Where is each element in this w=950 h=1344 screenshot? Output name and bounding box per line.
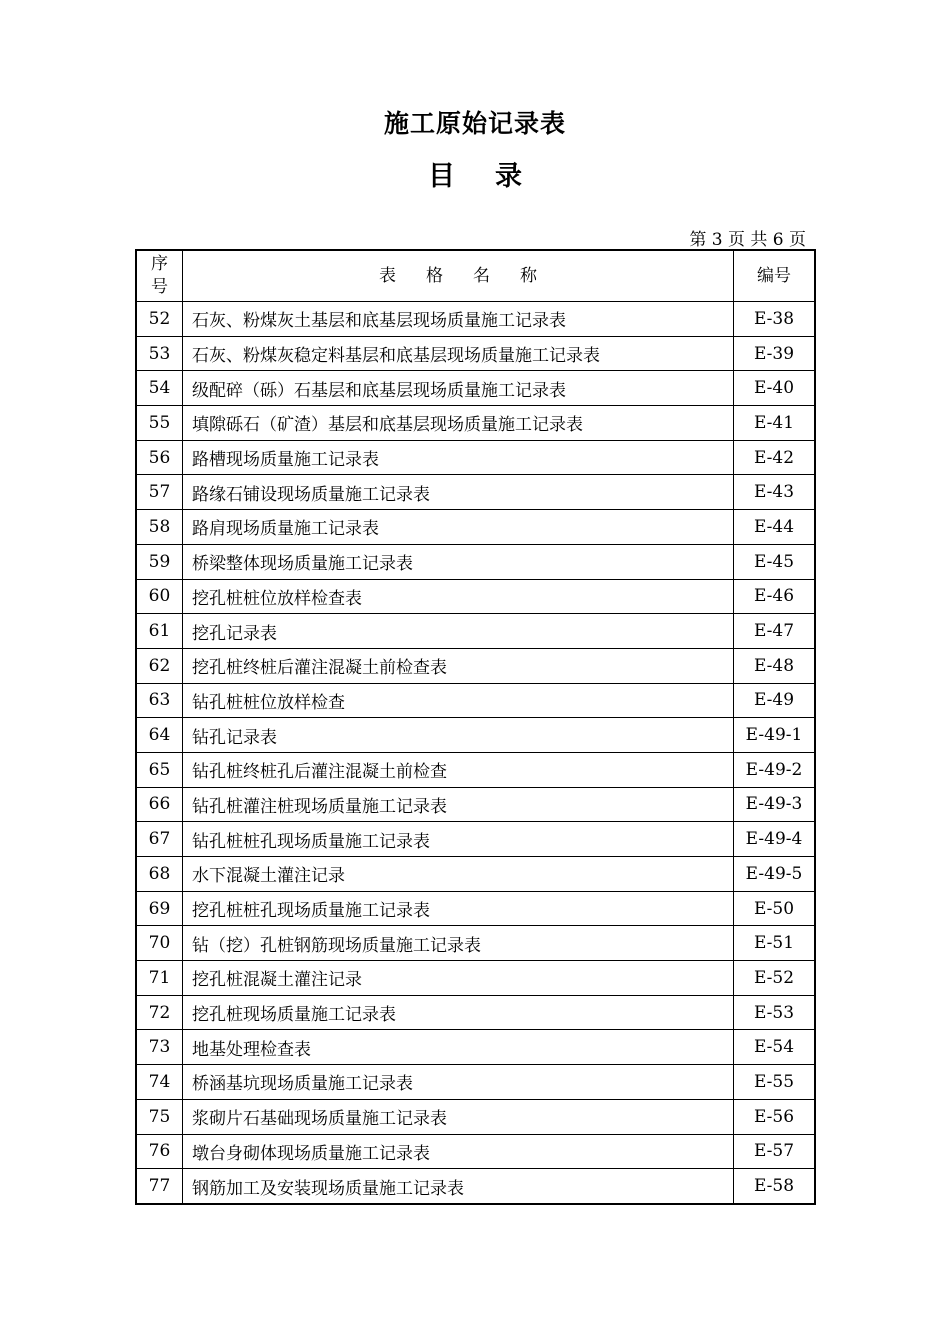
row-form-code: E-58 — [734, 1169, 816, 1204]
header-form-name: 表格名称 — [183, 250, 734, 302]
row-form-code: E-49-4 — [734, 822, 816, 857]
table-row — [136, 371, 815, 406]
document-title: 施工原始记录表 — [383, 109, 566, 138]
header-serial-number — [136, 250, 183, 302]
table-row — [136, 1099, 815, 1134]
table-row — [136, 440, 815, 475]
row-serial-number: 54 — [136, 371, 183, 406]
row-form-name: 钻孔桩终桩孔后灌注混凝土前检查 — [183, 752, 734, 787]
page-indicator: 第 3 页 共 6 页 — [689, 230, 806, 250]
row-form-name: 桥涵基坑现场质量施工记录表 — [183, 1065, 734, 1100]
row-form-code: E-47 — [734, 614, 816, 649]
row-form-name: 钻孔桩灌注桩现场质量施工记录表 — [183, 787, 734, 822]
table-row — [136, 1169, 815, 1204]
row-serial-number: 64 — [136, 718, 183, 753]
row-form-code: E-53 — [734, 995, 816, 1030]
row-form-name: 挖孔桩现场质量施工记录表 — [183, 995, 734, 1030]
table-row — [136, 891, 815, 926]
row-form-name: 钻孔桩桩孔现场质量施工记录表 — [183, 822, 734, 857]
row-form-name: 石灰、粉煤灰土基层和底基层现场质量施工记录表 — [183, 302, 734, 337]
row-form-name: 水下混凝土灌注记录 — [183, 857, 734, 892]
row-form-code: E-46 — [734, 579, 816, 614]
row-serial-number: 70 — [136, 926, 183, 961]
row-form-name: 挖孔桩桩孔现场质量施工记录表 — [183, 891, 734, 926]
table-row — [136, 1134, 815, 1169]
table-row — [136, 510, 815, 545]
row-form-code: E-56 — [734, 1099, 816, 1134]
row-serial-number: 72 — [136, 995, 183, 1030]
table-row — [136, 1065, 815, 1100]
table-row — [136, 614, 815, 649]
row-form-code: E-49-1 — [734, 718, 816, 753]
row-form-name: 路槽现场质量施工记录表 — [183, 440, 734, 475]
table-body — [136, 302, 815, 1204]
table-row — [136, 995, 815, 1030]
row-form-name: 路缘石铺设现场质量施工记录表 — [183, 475, 734, 510]
row-form-code: E-39 — [734, 336, 816, 371]
row-form-name: 挖孔桩终桩后灌注混凝土前检查表 — [183, 648, 734, 683]
row-serial-number: 52 — [136, 302, 183, 337]
row-form-name: 桥梁整体现场质量施工记录表 — [183, 544, 734, 579]
row-serial-number: 61 — [136, 614, 183, 649]
row-form-code: E-55 — [734, 1065, 816, 1100]
header-serial-line2: 号 — [151, 277, 168, 297]
row-form-name: 挖孔桩混凝土灌注记录 — [183, 961, 734, 996]
row-form-name: 级配碎（砾）石基层和底基层现场质量施工记录表 — [183, 371, 734, 406]
row-form-code: E-57 — [734, 1134, 816, 1169]
row-serial-number: 55 — [136, 406, 183, 441]
table-row — [136, 787, 815, 822]
row-form-code: E-40 — [734, 371, 816, 406]
row-serial-number: 67 — [136, 822, 183, 857]
row-form-code: E-52 — [734, 961, 816, 996]
header-serial-line1: 序 — [151, 254, 168, 274]
row-serial-number: 60 — [136, 579, 183, 614]
row-form-name: 挖孔桩桩位放样检查表 — [183, 579, 734, 614]
row-form-code: E-49-3 — [734, 787, 816, 822]
row-serial-number: 63 — [136, 683, 183, 718]
row-serial-number: 56 — [136, 440, 183, 475]
table-row — [136, 406, 815, 441]
table-row — [136, 683, 815, 718]
row-form-code: E-41 — [734, 406, 816, 441]
row-form-code: E-48 — [734, 648, 816, 683]
row-form-code: E-38 — [734, 302, 816, 337]
row-serial-number: 66 — [136, 787, 183, 822]
row-serial-number: 76 — [136, 1134, 183, 1169]
table-row — [136, 336, 815, 371]
row-form-code: E-50 — [734, 891, 816, 926]
row-serial-number: 57 — [136, 475, 183, 510]
table-row — [136, 857, 815, 892]
row-form-code: E-49-5 — [734, 857, 816, 892]
row-serial-number: 75 — [136, 1099, 183, 1134]
table-row — [136, 475, 815, 510]
row-form-code: E-42 — [734, 440, 816, 475]
row-form-name: 钻孔记录表 — [183, 718, 734, 753]
row-serial-number: 74 — [136, 1065, 183, 1100]
row-form-name: 填隙砾石（矿渣）基层和底基层现场质量施工记录表 — [183, 406, 734, 441]
row-form-name: 钻（挖）孔桩钢筋现场质量施工记录表 — [183, 926, 734, 961]
table-row — [136, 579, 815, 614]
row-form-name: 地基处理检查表 — [183, 1030, 734, 1065]
row-form-code: E-54 — [734, 1030, 816, 1065]
row-form-name: 墩台身砌体现场质量施工记录表 — [183, 1134, 734, 1169]
row-serial-number: 69 — [136, 891, 183, 926]
header-form-code: 编号 — [734, 250, 816, 302]
table-row — [136, 718, 815, 753]
row-serial-number: 58 — [136, 510, 183, 545]
row-serial-number: 65 — [136, 752, 183, 787]
table-header-row — [136, 250, 815, 302]
row-form-name: 挖孔记录表 — [183, 614, 734, 649]
row-form-code: E-49 — [734, 683, 816, 718]
row-form-code: E-43 — [734, 475, 816, 510]
row-form-code: E-51 — [734, 926, 816, 961]
table-row — [136, 822, 815, 857]
row-serial-number: 73 — [136, 1030, 183, 1065]
row-form-code: E-44 — [734, 510, 816, 545]
row-serial-number: 68 — [136, 857, 183, 892]
table-row — [136, 752, 815, 787]
table-row — [136, 1030, 815, 1065]
row-form-name: 钻孔桩桩位放样检查 — [183, 683, 734, 718]
row-serial-number: 53 — [136, 336, 183, 371]
table-row — [136, 961, 815, 996]
row-form-name: 浆砌片石基础现场质量施工记录表 — [183, 1099, 734, 1134]
row-form-name: 钢筋加工及安装现场质量施工记录表 — [183, 1169, 734, 1204]
table-row — [136, 544, 815, 579]
table-row — [136, 302, 815, 337]
row-serial-number: 71 — [136, 961, 183, 996]
row-form-code: E-49-2 — [734, 752, 816, 787]
row-form-name: 石灰、粉煤灰稳定料基层和底基层现场质量施工记录表 — [183, 336, 734, 371]
row-serial-number: 59 — [136, 544, 183, 579]
row-form-code: E-45 — [734, 544, 816, 579]
row-serial-number: 77 — [136, 1169, 183, 1204]
document-subtitle: 目录 — [428, 161, 562, 192]
row-form-name: 路肩现场质量施工记录表 — [183, 510, 734, 545]
table-row — [136, 926, 815, 961]
row-serial-number: 62 — [136, 648, 183, 683]
contents-table — [135, 249, 816, 1205]
table-row — [136, 648, 815, 683]
